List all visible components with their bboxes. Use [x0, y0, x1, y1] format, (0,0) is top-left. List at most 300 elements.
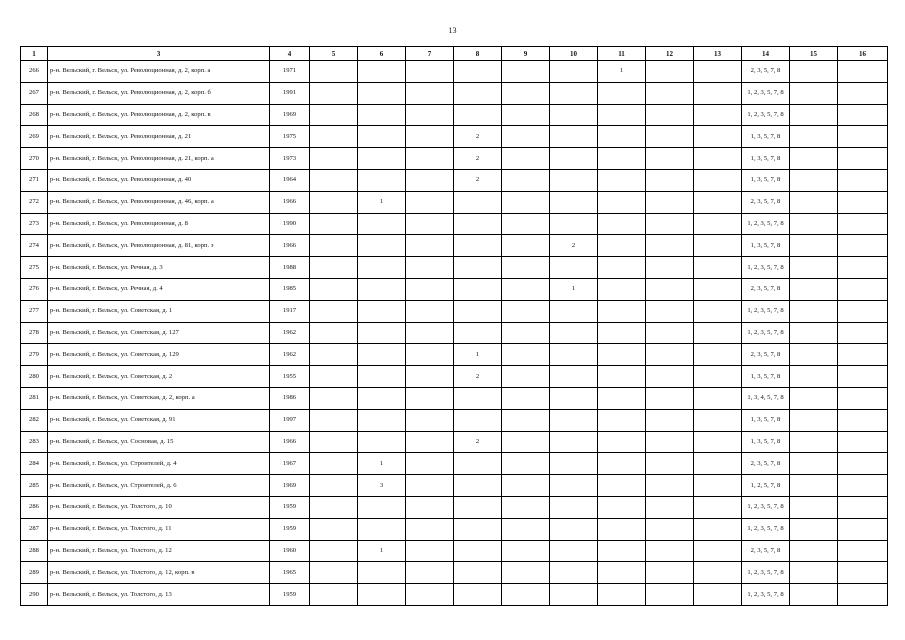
row-number: 279: [21, 344, 48, 366]
col11-cell: 1: [598, 61, 646, 83]
col6-cell: [358, 409, 406, 431]
column-header: 4: [270, 47, 310, 61]
row-number: 266: [21, 61, 48, 83]
col9-cell: [502, 475, 550, 497]
col10-cell: [550, 409, 598, 431]
year-cell: 1959: [270, 584, 310, 606]
col13-cell: [694, 366, 742, 388]
address-cell: р-н. Вельский, г. Вельск, ул. Революционная, д. 81, корп. з: [48, 235, 270, 257]
col12-cell: [646, 540, 694, 562]
col13-cell: [694, 257, 742, 279]
col9-cell: [502, 518, 550, 540]
col5-cell: [310, 409, 358, 431]
table-row: [21, 278, 888, 300]
col9-cell: [502, 148, 550, 170]
table-row: [21, 387, 888, 409]
col16-cell: [838, 169, 888, 191]
column-header: 13: [694, 47, 742, 61]
col16-cell: [838, 257, 888, 279]
col10-cell: [550, 366, 598, 388]
year-cell: 1966: [270, 191, 310, 213]
table-row: [21, 453, 888, 475]
col7-cell: [406, 82, 454, 104]
col11-cell: [598, 584, 646, 606]
table-row: [21, 562, 888, 584]
col5-cell: [310, 82, 358, 104]
table-row: [21, 322, 888, 344]
col16-cell: [838, 148, 888, 170]
col6-cell: [358, 169, 406, 191]
col16-cell: [838, 104, 888, 126]
col16-cell: [838, 126, 888, 148]
col12-cell: [646, 431, 694, 453]
row-number: 288: [21, 540, 48, 562]
col15-cell: [790, 235, 838, 257]
col11-cell: [598, 344, 646, 366]
col10-cell: [550, 126, 598, 148]
col8-cell: [454, 518, 502, 540]
col5-cell: [310, 104, 358, 126]
address-cell: р-н. Вельский, г. Вельск, ул. Толстого, д. 12, корп. в: [48, 562, 270, 584]
col16-cell: [838, 475, 888, 497]
col6-cell: 1: [358, 540, 406, 562]
col11-cell: [598, 475, 646, 497]
col10-cell: [550, 518, 598, 540]
col11-cell: [598, 409, 646, 431]
col9-cell: [502, 453, 550, 475]
col6-cell: [358, 518, 406, 540]
col10-cell: 1: [550, 278, 598, 300]
col15-cell: [790, 387, 838, 409]
year-cell: 1962: [270, 344, 310, 366]
page-number: 13: [448, 26, 457, 35]
col15-cell: [790, 191, 838, 213]
col10-cell: [550, 453, 598, 475]
col5-cell: [310, 431, 358, 453]
table-row: [21, 344, 888, 366]
col12-cell: [646, 61, 694, 83]
col6-cell: [358, 126, 406, 148]
col15-cell: [790, 540, 838, 562]
col6-cell: [358, 496, 406, 518]
col8-cell: [454, 475, 502, 497]
col15-cell: [790, 104, 838, 126]
year-cell: 1967: [270, 453, 310, 475]
row-number: 274: [21, 235, 48, 257]
col7-cell: [406, 257, 454, 279]
year-cell: 1969: [270, 104, 310, 126]
col7-cell: [406, 213, 454, 235]
col11-cell: [598, 169, 646, 191]
column-header: 1: [21, 47, 48, 61]
year-cell: 1917: [270, 300, 310, 322]
row-number: 277: [21, 300, 48, 322]
col8-cell: [454, 562, 502, 584]
table-row: [21, 409, 888, 431]
col12-cell: [646, 278, 694, 300]
col10-cell: [550, 82, 598, 104]
column-header: 6: [358, 47, 406, 61]
year-cell: 1959: [270, 518, 310, 540]
col8-cell: 2: [454, 148, 502, 170]
year-cell: 1990: [270, 213, 310, 235]
row-number: 267: [21, 82, 48, 104]
col13-cell: [694, 191, 742, 213]
row-number: 273: [21, 213, 48, 235]
col9-cell: [502, 104, 550, 126]
col9-cell: [502, 584, 550, 606]
col14-cell: 1, 3, 5, 7, 8: [742, 235, 790, 257]
col10-cell: [550, 213, 598, 235]
col16-cell: [838, 191, 888, 213]
col12-cell: [646, 300, 694, 322]
year-cell: 1960: [270, 540, 310, 562]
col5-cell: [310, 344, 358, 366]
col14-cell: 2, 3, 5, 7, 8: [742, 540, 790, 562]
col8-cell: [454, 235, 502, 257]
row-number: 285: [21, 475, 48, 497]
col8-cell: [454, 322, 502, 344]
col10-cell: 2: [550, 235, 598, 257]
col15-cell: [790, 61, 838, 83]
col14-cell: 1, 2, 5, 7, 8: [742, 475, 790, 497]
col13-cell: [694, 278, 742, 300]
col13-cell: [694, 431, 742, 453]
row-number: 280: [21, 366, 48, 388]
address-cell: р-н. Вельский, г. Вельск, ул. Толстого, д. 10: [48, 496, 270, 518]
year-cell: 1966: [270, 235, 310, 257]
year-cell: 1973: [270, 148, 310, 170]
row-number: 276: [21, 278, 48, 300]
header-row: [21, 47, 888, 61]
col8-cell: [454, 300, 502, 322]
address-cell: р-н. Вельский, г. Вельск, ул. Сосновая, д. 15: [48, 431, 270, 453]
register-table: [20, 46, 888, 606]
col11-cell: [598, 126, 646, 148]
address-cell: р-н. Вельский, г. Вельск, ул. Советская, д. 2, корп. а: [48, 387, 270, 409]
col14-cell: 1, 2, 3, 5, 7, 8: [742, 213, 790, 235]
table-row: [21, 475, 888, 497]
col14-cell: 1, 2, 3, 5, 7, 8: [742, 496, 790, 518]
col5-cell: [310, 475, 358, 497]
table-row: [21, 235, 888, 257]
col7-cell: [406, 235, 454, 257]
col5-cell: [310, 562, 358, 584]
col15-cell: [790, 213, 838, 235]
col13-cell: [694, 126, 742, 148]
address-cell: р-н. Вельский, г. Вельск, ул. Революционная, д. 2, корп. в: [48, 104, 270, 126]
table-row: [21, 169, 888, 191]
col8-cell: 1: [454, 344, 502, 366]
col7-cell: [406, 475, 454, 497]
row-number: 271: [21, 169, 48, 191]
col12-cell: [646, 409, 694, 431]
table-row: [21, 213, 888, 235]
year-cell: 1969: [270, 475, 310, 497]
col11-cell: [598, 257, 646, 279]
table-body: [21, 61, 888, 606]
col14-cell: 1, 3, 5, 7, 8: [742, 409, 790, 431]
col10-cell: [550, 496, 598, 518]
address-cell: р-н. Вельский, г. Вельск, ул. Революционная, д. 21, корп. а: [48, 148, 270, 170]
col12-cell: [646, 562, 694, 584]
row-number: 284: [21, 453, 48, 475]
col16-cell: [838, 278, 888, 300]
col5-cell: [310, 257, 358, 279]
col12-cell: [646, 322, 694, 344]
col6-cell: [358, 257, 406, 279]
col11-cell: [598, 104, 646, 126]
row-number: 282: [21, 409, 48, 431]
col7-cell: [406, 366, 454, 388]
column-header: 15: [790, 47, 838, 61]
col15-cell: [790, 257, 838, 279]
col13-cell: [694, 235, 742, 257]
col6-cell: [358, 431, 406, 453]
col9-cell: [502, 409, 550, 431]
col6-cell: [358, 387, 406, 409]
col15-cell: [790, 584, 838, 606]
col12-cell: [646, 344, 694, 366]
column-header: 11: [598, 47, 646, 61]
column-header: 14: [742, 47, 790, 61]
col6-cell: 3: [358, 475, 406, 497]
col10-cell: [550, 104, 598, 126]
col7-cell: [406, 191, 454, 213]
row-number: 290: [21, 584, 48, 606]
col14-cell: 1, 3, 5, 7, 8: [742, 126, 790, 148]
col13-cell: [694, 169, 742, 191]
col8-cell: [454, 213, 502, 235]
col7-cell: [406, 409, 454, 431]
col6-cell: [358, 61, 406, 83]
col8-cell: [454, 278, 502, 300]
col7-cell: [406, 300, 454, 322]
col8-cell: [454, 257, 502, 279]
column-header: 16: [838, 47, 888, 61]
col15-cell: [790, 82, 838, 104]
column-header: 12: [646, 47, 694, 61]
col8-cell: [454, 82, 502, 104]
col8-cell: [454, 191, 502, 213]
col14-cell: 1, 2, 3, 5, 7, 8: [742, 518, 790, 540]
col9-cell: [502, 366, 550, 388]
col11-cell: [598, 366, 646, 388]
col14-cell: 1, 2, 3, 5, 7, 8: [742, 300, 790, 322]
row-number: 270: [21, 148, 48, 170]
col13-cell: [694, 148, 742, 170]
column-header: 7: [406, 47, 454, 61]
year-cell: 1962: [270, 322, 310, 344]
col9-cell: [502, 61, 550, 83]
col13-cell: [694, 540, 742, 562]
col15-cell: [790, 126, 838, 148]
address-cell: р-н. Вельский, г. Вельск, ул. Строителей, д. 4: [48, 453, 270, 475]
col11-cell: [598, 453, 646, 475]
col15-cell: [790, 344, 838, 366]
col7-cell: [406, 496, 454, 518]
table-row: [21, 518, 888, 540]
col10-cell: [550, 475, 598, 497]
year-cell: 1964: [270, 169, 310, 191]
col13-cell: [694, 584, 742, 606]
col5-cell: [310, 584, 358, 606]
col9-cell: [502, 540, 550, 562]
col6-cell: [358, 104, 406, 126]
col14-cell: 1, 2, 3, 5, 7, 8: [742, 104, 790, 126]
address-cell: р-н. Вельский, г. Вельск, ул. Революционная, д. 21: [48, 126, 270, 148]
col15-cell: [790, 278, 838, 300]
col12-cell: [646, 104, 694, 126]
col5-cell: [310, 213, 358, 235]
col14-cell: 1, 2, 3, 5, 7, 8: [742, 257, 790, 279]
col12-cell: [646, 82, 694, 104]
row-number: 283: [21, 431, 48, 453]
address-cell: р-н. Вельский, г. Вельск, ул. Революционная, д. 8: [48, 213, 270, 235]
col15-cell: [790, 409, 838, 431]
col5-cell: [310, 126, 358, 148]
col12-cell: [646, 387, 694, 409]
col12-cell: [646, 496, 694, 518]
col13-cell: [694, 453, 742, 475]
table-row: [21, 584, 888, 606]
column-header: 8: [454, 47, 502, 61]
col16-cell: [838, 584, 888, 606]
col10-cell: [550, 562, 598, 584]
row-number: 287: [21, 518, 48, 540]
address-cell: р-н. Вельский, г. Вельск, ул. Революционная, д. 46, корп. а: [48, 191, 270, 213]
column-header: 9: [502, 47, 550, 61]
col12-cell: [646, 169, 694, 191]
col15-cell: [790, 431, 838, 453]
col16-cell: [838, 300, 888, 322]
year-cell: 1986: [270, 387, 310, 409]
col16-cell: [838, 540, 888, 562]
col12-cell: [646, 148, 694, 170]
address-cell: р-н. Вельский, г. Вельск, ул. Советская, д. 127: [48, 322, 270, 344]
row-number: 286: [21, 496, 48, 518]
col13-cell: [694, 344, 742, 366]
col7-cell: [406, 169, 454, 191]
col11-cell: [598, 278, 646, 300]
row-number: 289: [21, 562, 48, 584]
col12-cell: [646, 126, 694, 148]
address-cell: р-н. Вельский, г. Вельск, ул. Революционная, д. 2, корп. а: [48, 61, 270, 83]
row-number: 278: [21, 322, 48, 344]
col5-cell: [310, 191, 358, 213]
col14-cell: 1, 3, 4, 5, 7, 8: [742, 387, 790, 409]
col8-cell: [454, 540, 502, 562]
col8-cell: [454, 453, 502, 475]
col14-cell: 1, 2, 3, 5, 7, 8: [742, 584, 790, 606]
col12-cell: [646, 518, 694, 540]
col8-cell: [454, 104, 502, 126]
table-row: [21, 126, 888, 148]
col7-cell: [406, 453, 454, 475]
table-row: [21, 191, 888, 213]
col9-cell: [502, 235, 550, 257]
col7-cell: [406, 148, 454, 170]
column-header: 5: [310, 47, 358, 61]
col14-cell: 2, 3, 5, 7, 8: [742, 453, 790, 475]
row-number: 269: [21, 126, 48, 148]
col9-cell: [502, 82, 550, 104]
col5-cell: [310, 496, 358, 518]
address-cell: р-н. Вельский, г. Вельск, ул. Советская, д. 129: [48, 344, 270, 366]
col8-cell: [454, 584, 502, 606]
col13-cell: [694, 104, 742, 126]
col13-cell: [694, 562, 742, 584]
col5-cell: [310, 300, 358, 322]
col14-cell: 2, 3, 5, 7, 8: [742, 191, 790, 213]
col9-cell: [502, 344, 550, 366]
col6-cell: [358, 148, 406, 170]
col15-cell: [790, 148, 838, 170]
col11-cell: [598, 235, 646, 257]
col8-cell: 2: [454, 126, 502, 148]
col14-cell: 1, 3, 5, 7, 8: [742, 148, 790, 170]
year-cell: 1985: [270, 278, 310, 300]
col10-cell: [550, 322, 598, 344]
col13-cell: [694, 322, 742, 344]
col13-cell: [694, 496, 742, 518]
col8-cell: 2: [454, 431, 502, 453]
col8-cell: [454, 409, 502, 431]
address-cell: р-н. Вельский, г. Вельск, ул. Революционная, д. 40: [48, 169, 270, 191]
col8-cell: [454, 387, 502, 409]
col7-cell: [406, 61, 454, 83]
row-number: 281: [21, 387, 48, 409]
col9-cell: [502, 213, 550, 235]
col6-cell: [358, 278, 406, 300]
col5-cell: [310, 540, 358, 562]
col10-cell: [550, 191, 598, 213]
col6-cell: [358, 213, 406, 235]
table-row: [21, 496, 888, 518]
col15-cell: [790, 453, 838, 475]
col10-cell: [550, 300, 598, 322]
col10-cell: [550, 169, 598, 191]
col16-cell: [838, 409, 888, 431]
column-header: 10: [550, 47, 598, 61]
col6-cell: [358, 82, 406, 104]
col13-cell: [694, 409, 742, 431]
table-row: [21, 257, 888, 279]
col14-cell: 1, 3, 5, 7, 8: [742, 431, 790, 453]
address-cell: р-н. Вельский, г. Вельск, ул. Речная, д. 4: [48, 278, 270, 300]
col15-cell: [790, 496, 838, 518]
col7-cell: [406, 562, 454, 584]
col11-cell: [598, 82, 646, 104]
col15-cell: [790, 322, 838, 344]
column-header: 3: [48, 47, 270, 61]
col9-cell: [502, 169, 550, 191]
table-row: [21, 104, 888, 126]
year-cell: 1991: [270, 82, 310, 104]
col9-cell: [502, 300, 550, 322]
row-number: 275: [21, 257, 48, 279]
col6-cell: [358, 562, 406, 584]
table-row: [21, 540, 888, 562]
year-cell: 1959: [270, 496, 310, 518]
col9-cell: [502, 126, 550, 148]
col10-cell: [550, 387, 598, 409]
col7-cell: [406, 126, 454, 148]
col15-cell: [790, 562, 838, 584]
col7-cell: [406, 322, 454, 344]
col6-cell: [358, 344, 406, 366]
col9-cell: [502, 431, 550, 453]
